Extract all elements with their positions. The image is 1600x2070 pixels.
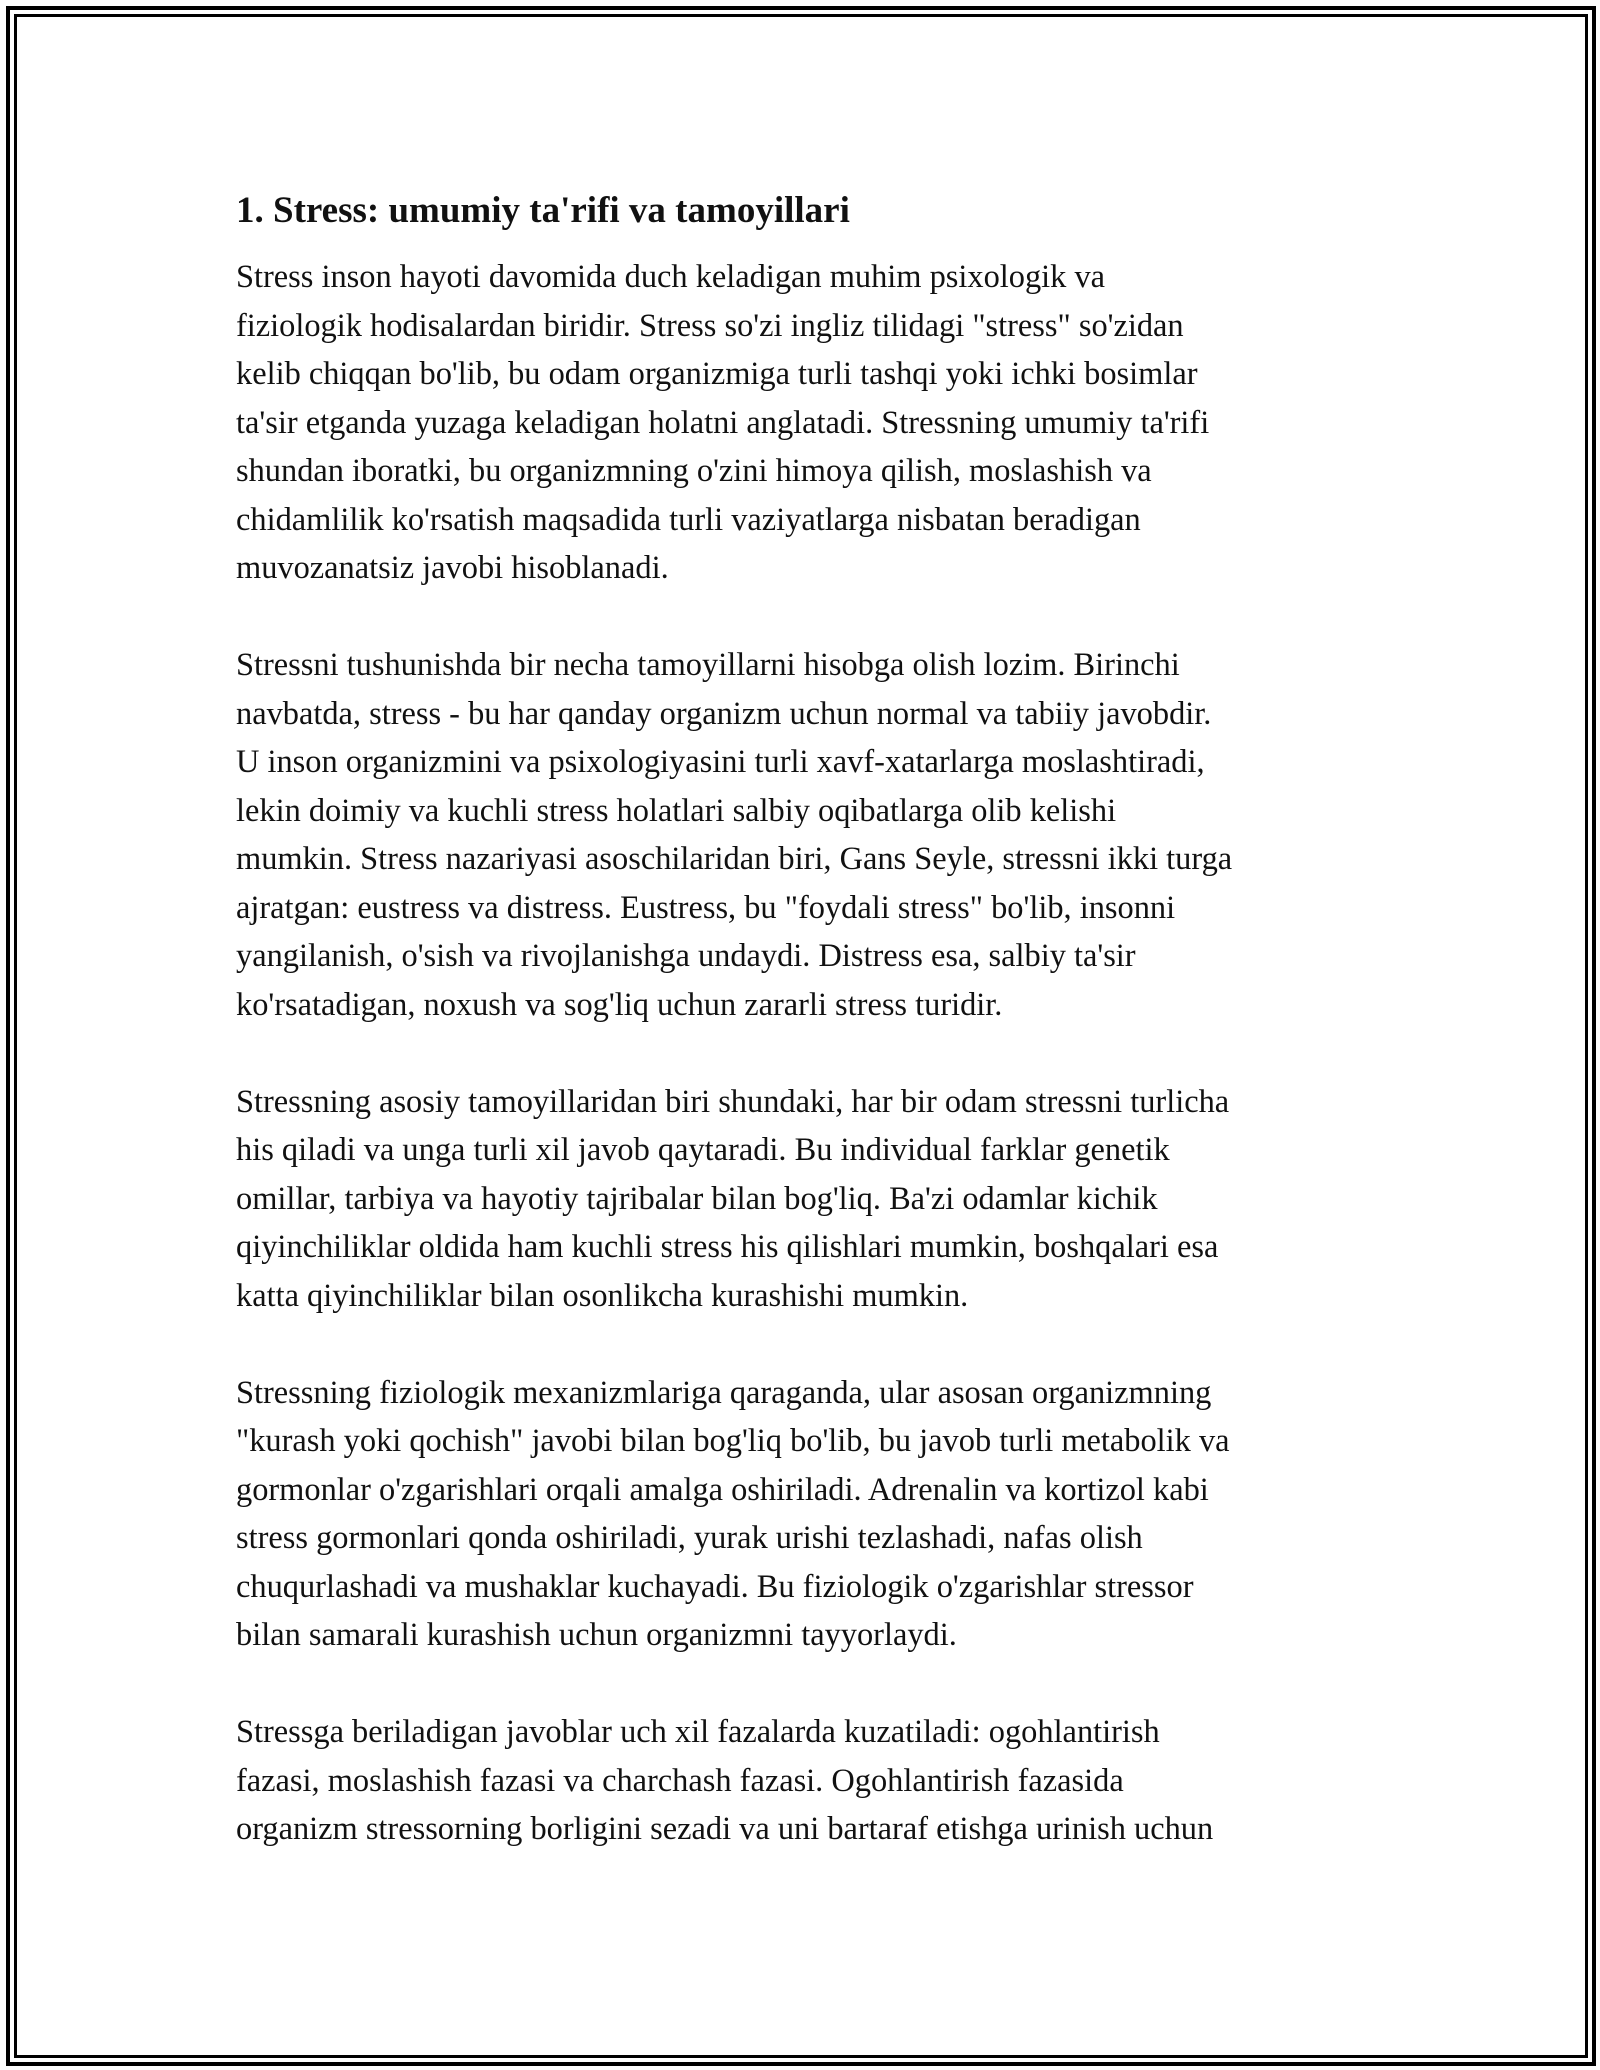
text-line: omillar, tarbiya va hayotiy tajribalar bilan bog'liq. Ba'zi odamlar kichik	[236, 1180, 1158, 1217]
text-line: muvozanatsiz javobi hisoblanadi.	[236, 550, 669, 586]
text-line: katta qiyinchiliklar bilan osonlikcha kurashishi mumkin.	[236, 1277, 969, 1314]
section-heading: 1. Stress: umumiy ta'rifi va tamoyillari	[236, 190, 850, 231]
text-line: gormonlar o'zgarishlari orqali amalga oshiriladi. Adrenalin va kortizol kabi	[236, 1471, 1209, 1508]
paragraph-stress-definition	[236, 253, 1366, 593]
text-line: "kurash yoki qochish" javobi bilan bog'liq bo'lib, bu javob turli metabolik va	[236, 1423, 1230, 1459]
text-line: ko'rsatadigan, noxush va sog'liq uchun zararli stress turidir.	[236, 986, 1003, 1023]
text-line: stress gormonlari qonda oshiriladi, yurak urishi tezlashadi, nafas olish	[236, 1520, 1143, 1556]
paragraph-stress-principles	[236, 641, 1366, 1029]
text-line: U inson organizmini va psixologiyasini turli xavf-xatarlarga moslashtiradi,	[236, 744, 1205, 780]
text-line: Stressni tushunishda bir necha tamoyillarni hisobga olish lozim. Birinchi	[236, 647, 1180, 683]
text-line: ajratgan: eustress va distress. Eustress, bu "foydali stress" bo'lib, insonni	[236, 889, 1176, 926]
text-line: ta'sir etganda yuzaga keladigan holatni anglatadi. Stressning umumiy ta'rifi	[236, 404, 1210, 441]
text-line: organizm stressorning borligini sezadi va uni bartaraf etishga urinish uchun	[236, 1811, 1214, 1847]
text-line: chuqurlashadi va mushaklar kuchayadi. Bu fiziologik o'zgarishlar stressor	[236, 1568, 1194, 1605]
text-line: Stressning fiziologik mexanizmlariga qaraganda, ular asosan organizmning	[236, 1374, 1212, 1411]
text-line: fiziologik hodisalardan biridir. Stress so'zi ingliz tilidagi "stress" so'zidan	[236, 307, 1184, 344]
text-line: fazasi, moslashish fazasi va charchash fazasi. Ogohlantirish fazasida	[236, 1762, 1124, 1799]
text-line: Stress inson hayoti davomida duch keladigan muhim psixologik va	[236, 259, 1106, 295]
text-line: yangilanish, o'sish va rivojlanishga undaydi. Distress esa, salbiy ta'sir	[236, 938, 1136, 974]
text-line: mumkin. Stress nazariyasi asoschilaridan biri, Gans Seyle, stressni ikki turga	[236, 841, 1233, 877]
text-line: lekin doimiy va kuchli stress holatlari salbiy oqibatlarga olib kelishi	[236, 792, 1117, 829]
text-line: Stressga beriladigan javoblar uch xil fazalarda kuzatiladi: ogohlantirish	[236, 1714, 1160, 1750]
paragraph-individual-differences	[236, 1078, 1366, 1321]
text-line: Stressning asosiy tamoyillaridan biri shundaki, har bir odam stressni turlicha	[236, 1083, 1230, 1120]
text-line: kelib chiqqan bo'lib, bu odam organizmiga turli tashqi yoki ichki bosimlar	[236, 356, 1198, 392]
text-line: navbatda, stress - bu har qanday organizm uchun normal va tabiiy javobdir.	[236, 695, 1212, 732]
paragraph-stress-phases	[236, 1708, 1366, 1854]
text-line: his qiladi va unga turli xil javob qaytaradi. Bu individual farklar genetik	[236, 1132, 1170, 1168]
paragraph-physiological-mechanisms	[236, 1369, 1366, 1660]
text-line: chidamlilik ko'rsatish maqsadida turli vaziyatlarga nisbatan beradigan	[236, 501, 1141, 538]
text-line: bilan samarali kurashish uchun organizmni tayyorlaydi.	[236, 1617, 957, 1653]
text-line: shundan iboratki, bu organizmning o'zini himoya qilish, moslashish va	[236, 453, 1152, 489]
document-body	[236, 186, 1366, 1854]
text-line: qiyinchiliklar oldida ham kuchli stress his qilishlari mumkin, boshqalari esa	[236, 1229, 1219, 1265]
